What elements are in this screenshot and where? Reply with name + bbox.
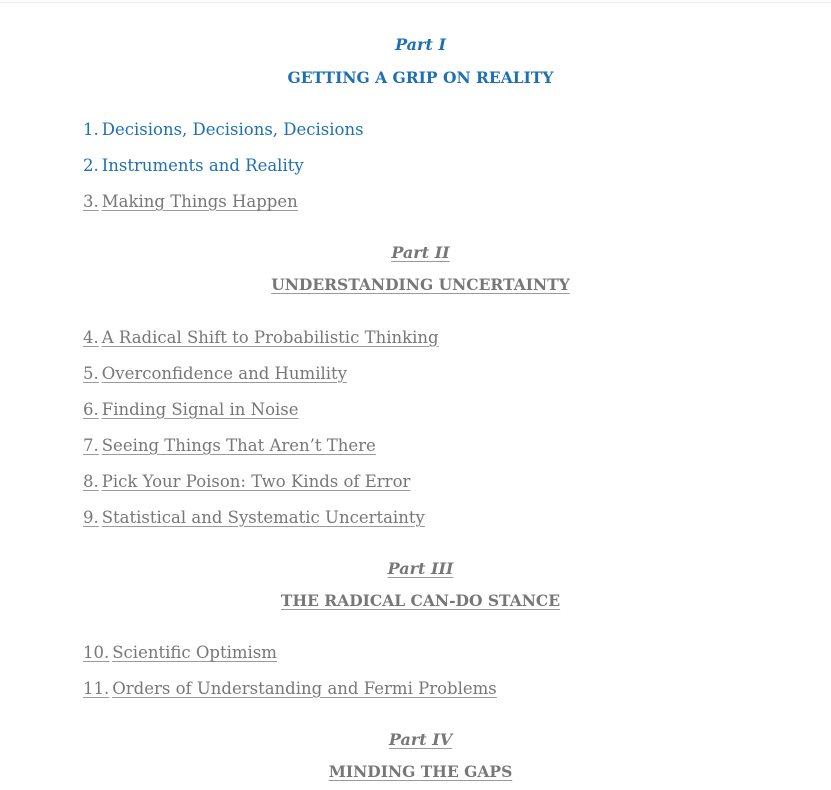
- chapter-number: 6.: [83, 400, 99, 419]
- chapter-title: Orders of Understanding and Fermi Problems: [112, 679, 497, 698]
- chapter-number: 11.: [83, 679, 110, 698]
- part-4-label[interactable]: Part IV: [388, 730, 453, 749]
- part-2-title[interactable]: UNDERSTANDING UNCERTAINTY: [271, 275, 570, 294]
- chapter-title: Instruments and Reality: [101, 156, 304, 175]
- chapter-title: A Radical Shift to Probabilistic Thinking: [101, 328, 439, 347]
- chapter-title: Scientific Optimism: [112, 643, 277, 662]
- chapter-title: Overconfidence and Humility: [101, 364, 347, 383]
- chapter-number: 4.: [83, 328, 99, 347]
- chapter-number: 2.: [83, 156, 99, 175]
- chapter-6-link[interactable]: [83, 398, 299, 422]
- chapter-number: 8.: [83, 472, 99, 491]
- chapter-number: 5.: [83, 364, 99, 383]
- part-2-label[interactable]: Part II: [391, 243, 450, 262]
- part-4-title[interactable]: MINDING THE GAPS: [328, 762, 513, 781]
- chapter-7-link[interactable]: [83, 434, 376, 458]
- chapter-5-link[interactable]: [83, 362, 347, 386]
- chapter-number: 7.: [83, 436, 99, 455]
- part-3-label[interactable]: Part III: [387, 559, 454, 578]
- chapter-10-link[interactable]: [83, 641, 277, 665]
- chapter-9-link[interactable]: [83, 506, 425, 530]
- chapter-3-link[interactable]: [83, 190, 298, 214]
- chapter-8-link[interactable]: [83, 470, 410, 494]
- chapter-number: 1.: [83, 120, 99, 139]
- chapter-2-link[interactable]: [83, 154, 304, 178]
- chapter-4-link[interactable]: [83, 326, 439, 350]
- chapter-title: Making Things Happen: [101, 192, 298, 211]
- chapter-title: Pick Your Poison: Two Kinds of Error: [101, 472, 411, 491]
- part-3-title[interactable]: THE RADICAL CAN-DO STANCE: [280, 591, 561, 610]
- chapter-title: Finding Signal in Noise: [101, 400, 299, 419]
- chapter-title: Seeing Things That Aren’t There: [101, 436, 376, 455]
- chapter-1-link[interactable]: [83, 118, 364, 142]
- chapter-number: 3.: [83, 192, 99, 211]
- chapter-number: 10.: [83, 643, 110, 662]
- chapter-11-link[interactable]: [83, 677, 497, 701]
- chapter-title: Statistical and Systematic Uncertainty: [101, 508, 425, 527]
- chapter-title: Decisions, Decisions, Decisions: [101, 120, 364, 139]
- part-1-label[interactable]: Part I: [395, 35, 446, 54]
- part-1-title[interactable]: GETTING A GRIP ON REALITY: [287, 68, 554, 87]
- chapter-number: 9.: [83, 508, 99, 527]
